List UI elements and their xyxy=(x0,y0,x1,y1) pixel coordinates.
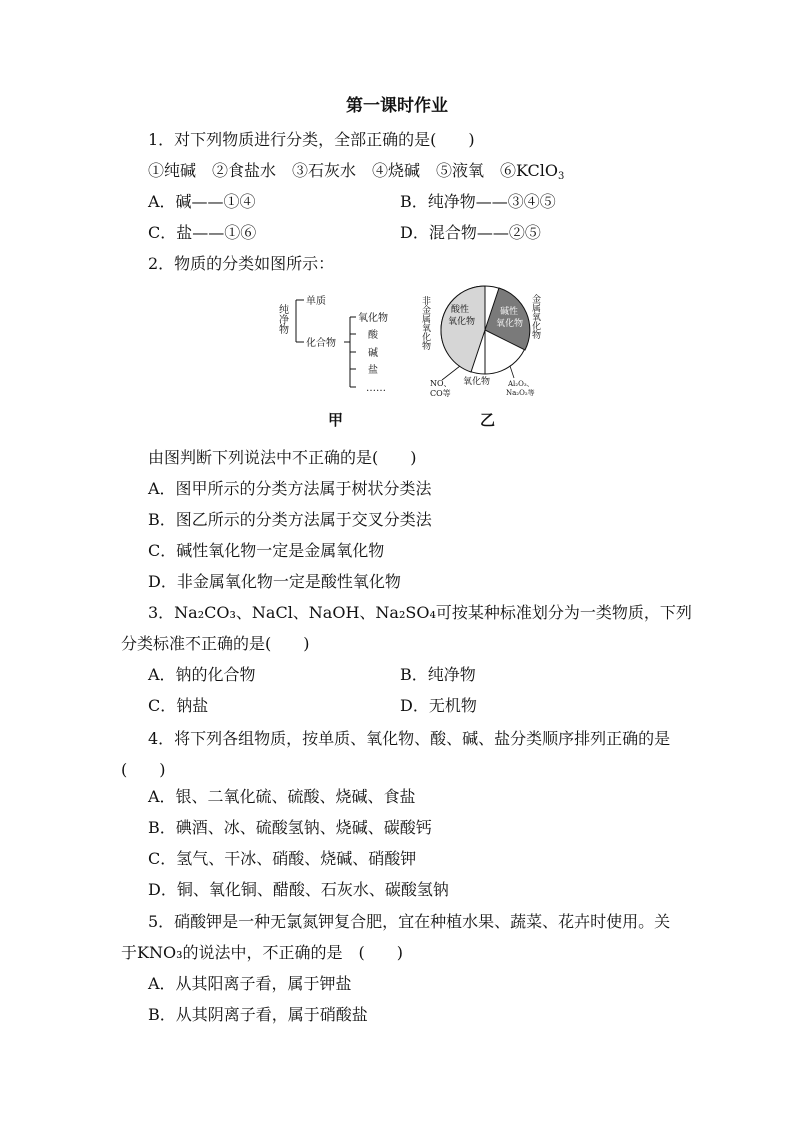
classification-figure-svg xyxy=(270,282,560,432)
tree-child-salt: 盐 xyxy=(368,365,378,376)
pie-center-label: 氧化物 xyxy=(463,377,491,387)
q1-option-a: A．碱——①④ xyxy=(148,192,256,211)
pie-right-label: 金属氧化物 xyxy=(530,294,540,339)
q5-stem-line2: 于KNO₃的说法中，不正确的是 ( ) xyxy=(121,943,403,962)
page-title: 第一课时作业 xyxy=(346,96,448,116)
q3-option-d: D．无机物 xyxy=(400,696,477,715)
q2-question: 由图判断下列说法中不正确的是( ) xyxy=(148,448,417,467)
pie-basic-label: 碱性氧化物 xyxy=(496,307,524,329)
q2-option-b: B．图乙所示的分类方法属于交叉分类法 xyxy=(148,510,432,529)
tree-root-label: 纯净物 xyxy=(276,304,288,334)
q4-stem-line1: 4．将下列各组物质，按单质、氧化物、酸、碱、盐分类顺序排列正确的是 xyxy=(148,729,671,748)
tree-child-base: 碱 xyxy=(368,348,378,359)
q1-items-subscript: 3 xyxy=(558,171,565,182)
q1-option-b: B．纯净物——③④⑤ xyxy=(400,192,556,211)
q2-option-c: C．碱性氧化物一定是金属氧化物 xyxy=(148,541,385,560)
q1-stem: 1．对下列物质进行分类，全部正确的是( ) xyxy=(148,130,475,149)
q3-option-a: A．钠的化合物 xyxy=(148,665,256,684)
q2-option-d: D．非金属氧化物一定是酸性氧化物 xyxy=(148,572,401,591)
q1-items xyxy=(148,161,564,181)
tree-child-etc: …… xyxy=(366,383,386,394)
q1-items-text: ①纯碱 ②食盐水 ③石灰水 ④烧碱 ⑤液氧 ⑥KClO xyxy=(148,161,559,180)
classification-figure xyxy=(270,282,560,432)
q1-option-c: C．盐——①⑥ xyxy=(148,223,257,242)
tree-elements-label: 单质 xyxy=(306,296,326,307)
q2-stem: 2．物质的分类如图所示： xyxy=(148,254,335,273)
q4-option-d: D．铜、氧化铜、醋酸、石灰水、碳酸氢钠 xyxy=(148,880,449,899)
pie-diagram xyxy=(420,286,541,398)
figure-label-yi: 乙 xyxy=(480,411,496,429)
q5-option-b: B．从其阴离子看，属于硝酸盐 xyxy=(148,1005,368,1024)
q3-option-c: C．钠盐 xyxy=(148,696,209,715)
q4-stem-line2: ( ) xyxy=(121,760,166,779)
q4-option-a: A．银、二氧化硫、硫酸、烧碱、食盐 xyxy=(148,787,416,806)
tree-child-acid: 酸 xyxy=(368,330,378,341)
pie-bottom-right-label: Al₂O₃、 Na₂O₂等 xyxy=(506,380,535,397)
figure-label-jia: 甲 xyxy=(328,411,344,429)
q1-option-d: D．混合物——②⑤ xyxy=(400,223,541,242)
tree-child-oxide: 氧化物 xyxy=(358,313,388,324)
q3-option-b: B．纯净物 xyxy=(400,665,476,684)
pie-acidic-label: 酸性氧化物 xyxy=(448,305,476,327)
tree-compounds-label: 化合物 xyxy=(306,338,336,349)
q3-stem-line1: 3．Na₂CO₃、NaCl、NaOH、Na₂SO₄可按某种标准划分为一类物质，下列 xyxy=(148,603,692,622)
q5-stem-line1: 5．硝酸钾是一种无氯氮钾复合肥，宜在种植水果、蔬菜、花卉时使用。关 xyxy=(148,912,671,931)
q3-stem-line2: 分类标准不正确的是( ) xyxy=(121,634,310,653)
pie-left-label: 非金属氧化物 xyxy=(420,296,430,350)
tree-diagram xyxy=(277,294,389,394)
q5-option-a: A．从其阳离子看，属于钾盐 xyxy=(148,974,352,993)
pie-bottom-left-label: NO、 CO等 xyxy=(430,379,452,398)
q4-option-b: B．碘酒、冰、硫酸氢钠、烧碱、碳酸钙 xyxy=(148,818,432,837)
q2-option-a: A．图甲所示的分类方法属于树状分类法 xyxy=(148,479,432,498)
q4-option-c: C．氢气、干冰、硝酸、烧碱、硝酸钾 xyxy=(148,849,417,868)
